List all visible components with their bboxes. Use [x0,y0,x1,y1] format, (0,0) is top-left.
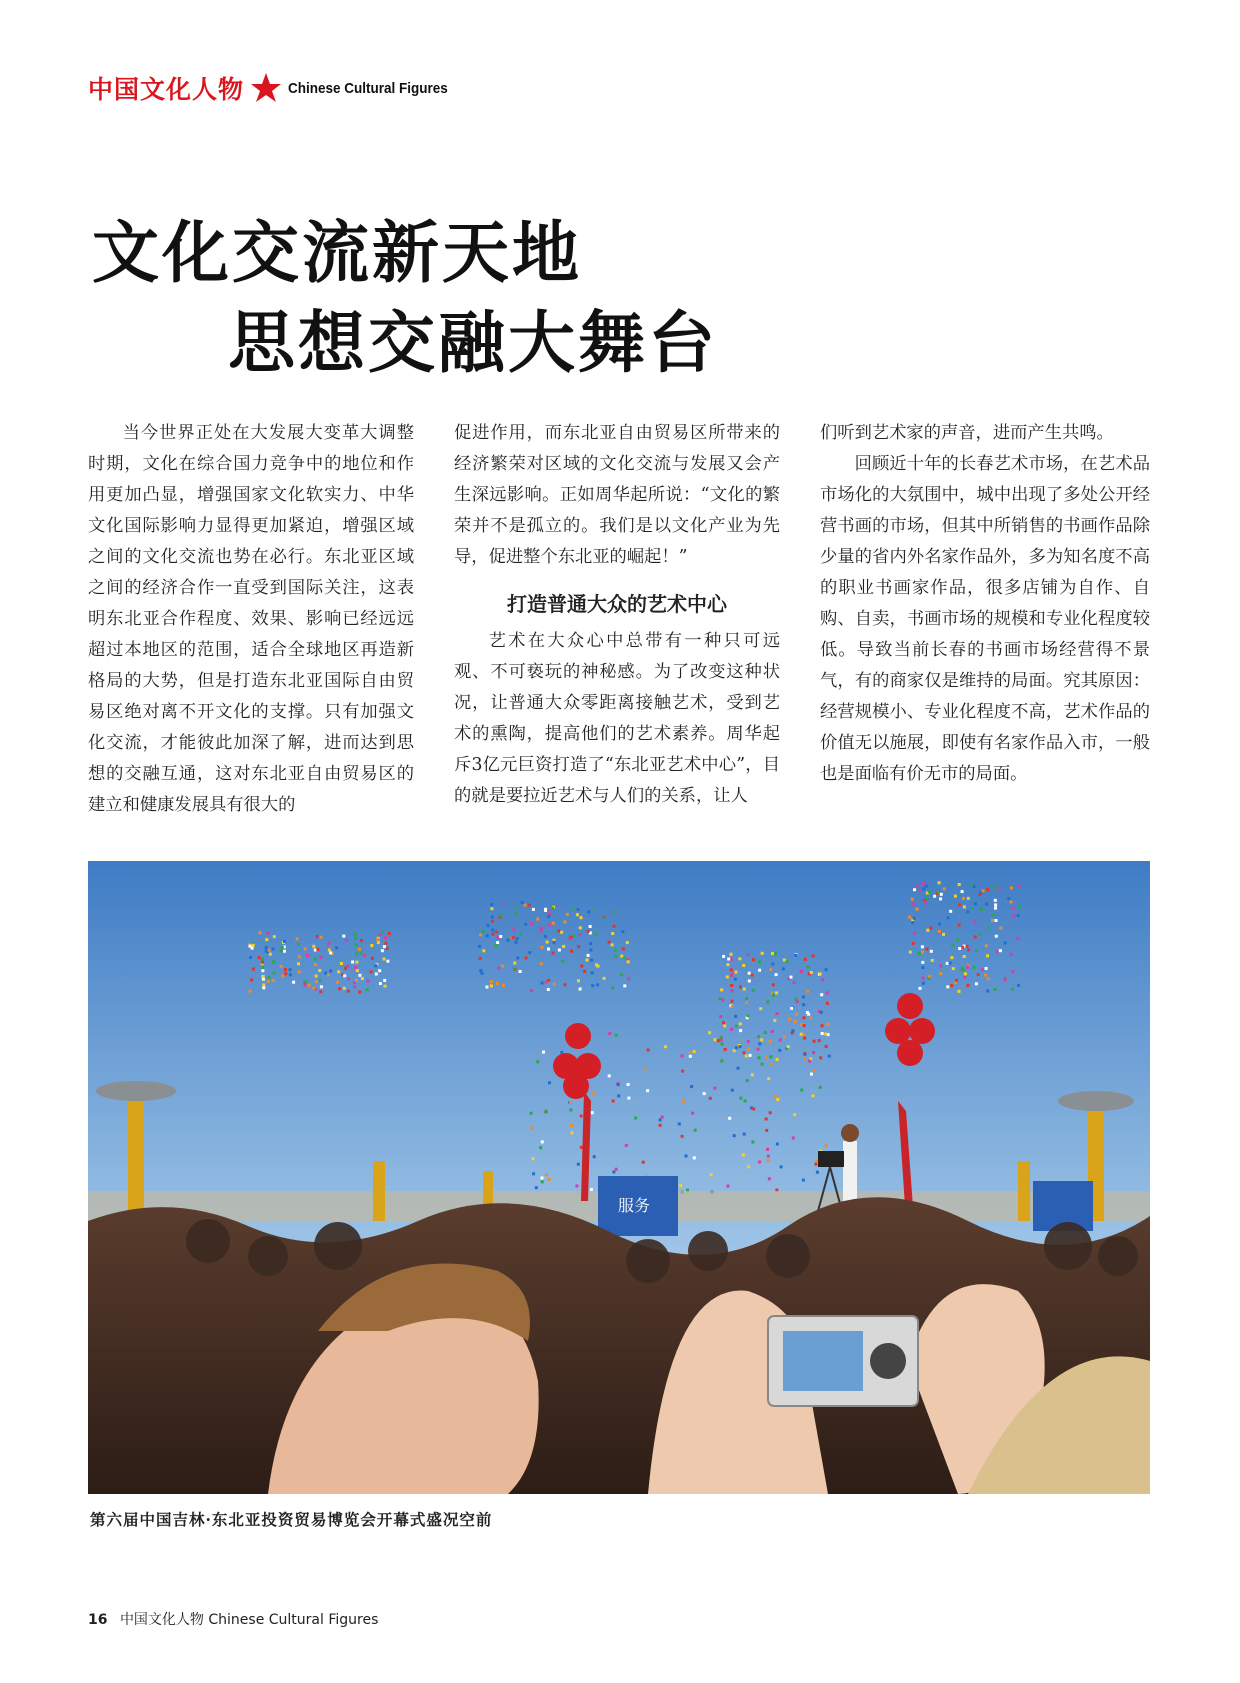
brand-name-cn: 中国文化人物 [88,75,245,104]
event-photo [88,861,1150,1494]
brand-name-en: Chinese Cultural Figures [288,79,448,97]
page-footer [88,1609,378,1629]
section-subheading: 打造普通大众的艺术中心 [507,592,727,616]
paragraph: 回顾近十年的长春艺术市场，在艺术品市场化的大氛围中，城中出现了多处公开经营书画的市场，但其中所销售的书画作品除少量的省内外名家作品外，多为知名度不高的职业书画家作品，很多店铺为自作、自购、自卖，书画市场的规模和专业化程度较低。导致当前长春的书画市场经营得不景气，有的商家仅是维持的局面。究其原因：经营规模小、专业化程度不高，艺术作品的价值无以施展，即使有名家作品入市，一般也是面临有价无市的局面。 [820,454,1150,784]
article-column-2 [454,418,780,812]
paragraph: 艺术在大众心中总带有一种只可远观、不可亵玩的神秘感。为了改变这种状况，让普通大众零距离接触艺术，受到艺术的熏陶，提高他们的艺术素养。周华起斥3亿元巨资打造了“东北亚艺术中心”，目的就是要拉近艺术与人们的关系，让人 [454,631,780,806]
footer-text: 中国文化人物 Chinese Cultural Figures [119,1612,379,1628]
star-icon [250,72,282,104]
paragraph: 当今世界正处在大发展大变革大调整时期，文化在综合国力竞争中的地位和作用更加凸显，增强国家文化软实力、中华文化国际影响力显得更加紧迫，增强区域之间的文化交流也势在必行。东北亚区域之间的经济合作一直受到国际关注，这表明东北亚合作程度、效果、影响已经远远超过本地区的范围，适合全球地区再造新格局的大势，但是打造东北亚国际自由贸易区绝对离不开文化的支撑。只有加强文化交流，才能彼此加深了解，进而达到思想的交融互通，这对东北亚自由贸易区的建立和健康发展具有很大的 [88,423,414,815]
article-column-3 [820,418,1150,790]
paragraph: 们听到艺术家的声音，进而产生共鸣。 [820,423,1114,443]
sign-text: 服务 [618,1196,651,1215]
photo-caption: 第六届中国吉林·东北亚投资贸易博览会开幕式盛况空前 [90,1510,493,1529]
headline-line-1: 文化交流新天地 [92,213,582,292]
page-number: 16 [88,1612,108,1628]
magazine-header [88,70,466,106]
article-column-1 [88,418,414,821]
paragraph: 促进作用，而东北亚自由贸易区所带来的经济繁荣对区域的文化交流与发展又会产生深远影响。正如周华起所说：“文化的繁荣并不是孤立的。我们是以文化产业为先导，促进整个东北亚的崛起！” [454,423,780,567]
headline-line-2: 思想交融大舞台 [228,303,718,382]
